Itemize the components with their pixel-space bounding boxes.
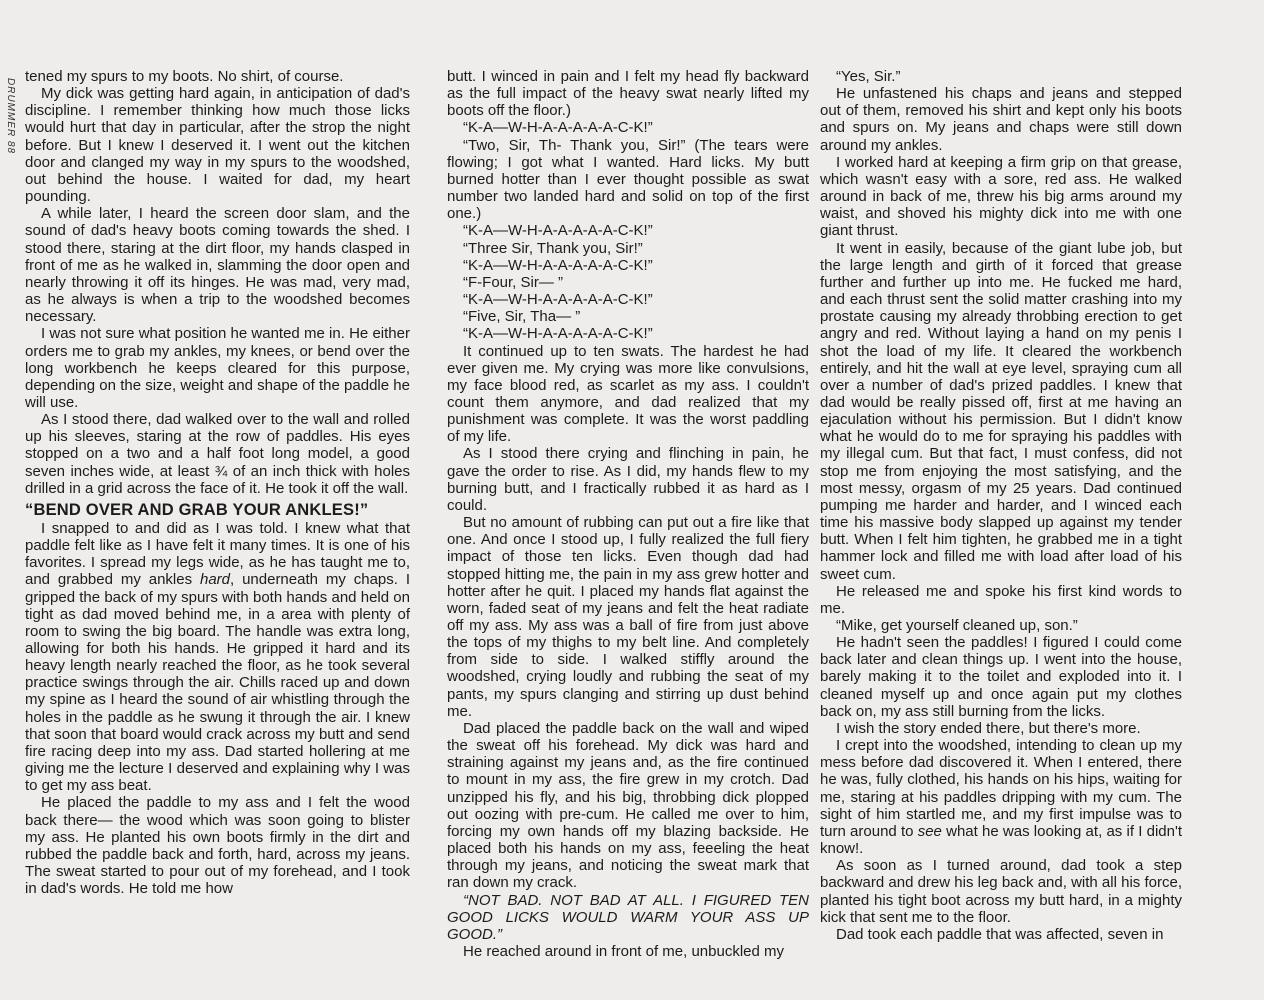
dialogue-line: “Yes, Sir.” xyxy=(836,68,901,85)
paragraph: It continued up to ten swats. The hardest he had ever given me. My crying was more like convulsions, my face blood red, as scarlet as my ass. I couldn't count them anymore, and dad realized that my punishment was complete. It was the worst paddling of my life. xyxy=(447,342,809,446)
dialogue-line: “F-Four, Sir— ” xyxy=(463,273,563,291)
emphasis: hard xyxy=(199,571,231,589)
text: I snapped to and did as I was told. I knew what that paddle felt like as I have felt it many times. It is one of his favorites. I spread my legs wide, as he has taught me to, and grabbed my ankles xyxy=(25,519,410,589)
dialogue-line: “Three Sir, Thank you, Sir!” xyxy=(463,239,643,257)
column-2 xyxy=(447,68,809,960)
page-label: DRUMMER 88 xyxy=(5,78,16,155)
paragraph: I worked hard at keeping a firm grip on that grease, which wasn't easy with a sore, red ass. He walked around in back of me, threw his big arms around my waist, and shoved his mighty dick into me with one giant thrust. xyxy=(820,153,1182,240)
paragraph: tened my spurs to my boots. No shirt, of course. xyxy=(25,68,344,85)
paragraph: “Two, Sir, Th- Thank you, Sir!” (The tears were flowing; I got what I wanted. Hard licks. My butt burned hotter than I ever thought possible as swat number two landed hard and solid on top of the first one.) xyxy=(447,136,809,223)
paragraph: He hadn't seen the paddles! I figured I could come back later and clean things up. I went into the house, barely making it to the toilet and exploded into it. I cleaned myself up and once again put my clothes back on, my ass still burning from the licks. xyxy=(820,634,1182,720)
sound-line: “K-A—W-H-A-A-A-A-A-C-K!” xyxy=(463,291,653,309)
column-3 xyxy=(820,68,1182,943)
text: what he was looking at, as if I didn't know!. xyxy=(820,822,1182,858)
dialogue-line: “Five, Sir, Tha— ” xyxy=(463,308,581,326)
paragraph: Dad took each paddle that was affected, seven in xyxy=(836,925,1164,943)
paragraph xyxy=(820,737,1182,857)
paragraph: I was not sure what position he wanted me in. He either orders me to grab my ankles, my knees, or bend over the long workbench he keeps cleared for this purpose, depending on the size, weight and shape of the paddle he will use. xyxy=(25,325,410,411)
text: I crept into the woodshed, intending to clean up my mess before dad discovered it. When I entered, there he was, fully clothed, his hands on his hips, waiting for me, staring at his paddles dripping with my cum. The sight of him startled me, and my first impulse was to turn around to xyxy=(820,737,1182,840)
paragraph: He unfastened his chaps and jeans and stepped out of them, removed his shirt and kept only his boots and spurs on. My jeans and chaps were still down around my ankles. xyxy=(820,85,1182,154)
paragraph: butt. I winced in pain and I felt my head fly backward as the full impact of the heavy swat nearly lifted my boots off the floor.) xyxy=(447,68,809,120)
paragraph: He reached around in front of me, unbuckled my xyxy=(463,942,785,960)
italic-quote: “NOT BAD. NOT BAD AT ALL. I FIGURED TEN GOOD LICKS WOULD WARM YOUR ASS UP GOOD.” xyxy=(447,891,809,943)
paragraph: I wish the story ended there, but there's more. xyxy=(836,719,1141,737)
paragraph: As soon as I turned around, dad took a step backward and drew his leg back and, with all his force, planted his tight boot across my butt hard, in a mighty kick that sent me to the floor. xyxy=(820,857,1182,926)
paragraph: A while later, I heard the screen door slam, and the sound of dad's heavy boots coming towards the shed. I stood there, staring at the dirt floor, my hands clasped in front of me as he walked in, slamming the door open and nearly throwing it off its hinges. He was mad, very mad, as he always is when a trip to the woodshed becomes necessary. xyxy=(25,205,410,326)
paragraph: As I stood there, dad walked over to the wall and rolled up his sleeves, staring at the row of paddles. His eyes stopped on a two and a half foot long model, a good seven inches wide, at least ¾ of an inch thick with holes drilled in a grid across the face of it. He took it off the wall. xyxy=(25,411,410,497)
sound-line: “K-A—W-H-A-A-A-A-A-C-K!” xyxy=(463,119,653,137)
paragraph: Dad placed the paddle back on the wall and wiped the sweat off his forehead. My dick was hard and straining against my jeans and, as the fire continued to mount in my ass, the fire grew in my crotch. Dad unzipped his fly, and his big, throbbing dick plopped out oozing with pre-cum. He called me over to him, forcing my own hands off my blazing backside. He placed both his hands on my ass, feeeling the heat through my jeans, and noticing the sweat mark that ran down my crack. xyxy=(447,719,809,892)
paragraph: He released me and spoke his first kind words to me. xyxy=(820,582,1182,617)
paragraph: As I stood there crying and flinching in pain, he gave the order to rise. As I did, my hands flew to my burning butt, and I fractically rubbed it as hard as I could. xyxy=(447,445,809,514)
section-heading: “BEND OVER AND GRAB YOUR ANKLES!” xyxy=(25,500,369,519)
paragraph: It went in easily, because of the giant lube job, but the large length and girth of it forced that grease further and further up into me. He fucked me hard, and each thrust sent the solid matter crashing into my prostate causing my already throbbing erection to get angry and red. Without laying a hand on my penis I shot the load of my life. It cleared the workbench entirely, and hit the wall at eye level, spraying cum all over a number of dad's prized paddles. I knew that dad would be really pissed off, first at me having an ejaculation without his permission. But I didn't know what he would do to me for spraying his paddles with my illegal cum. But that fact, I must confess, did not stop me from enjoying the most satisfying, and the most messy, orgasm of my 25 years. Dad continued pumping me harder and harder, and I winced each time his massive body slapped up against my tender butt. When I felt him tighten, he grabbed me in a tight hammer lock and filled me with load after load of his sweet cum. xyxy=(820,239,1182,583)
paragraph: My dick was getting hard again, in anticipation of dad's discipline. I remember thinking how much those licks would hurt that day in particular, after the strop the night before. But I knew I deserved it. I went out the kitchen door and clanged my way in my spurs to the woodshed, out behind the house. I waited for dad, my heart pounding. xyxy=(25,85,410,206)
text: , underneath my chaps. I gripped the back of my spurs with both hands and held on tight as dad moved behind me, in a area with plenty of room to swing the big board. The handle was extra long, allowing for both his hands. He gripped it hard and its heavy length nearly reached the floor, as he took several practice swings through the air. Chills raced up and down my spine as I heard the sound of air whistling through the holes in the paddle as he swung it through the air. I knew that soon that board would crack across my butt and send fire racing deep into my ass. Dad started hollering at me giving me the lecture I deserved and explaining why I was to get my ass beat. xyxy=(25,571,410,795)
paragraph: He placed the paddle to my ass and I felt the wood back there— the wood which was soon going to blister my ass. He planted his own boots firmly in the dirt and rubbed the paddle back and forth, hard, across my jeans. The sweat started to pour out of my forehead, and I took in dad's words. He told me how xyxy=(25,794,410,898)
emphasis: see xyxy=(917,822,942,840)
sound-line: “K-A—W-H-A-A-A-A-A-C-K!” xyxy=(463,222,653,240)
paragraph: But no amount of rubbing can put out a fire like that one. And once I stood up, I fully realized the full fiery impact of those ten licks. Even though dad had stopped hitting me, the pain in my ass grew hotter and hotter after he quit. I placed my hands flat against the worn, faded seat of my jeans and felt the heat radiate off my ass. My ass was a ball of fire from just above the tops of my thighs to my belt line. And completely from side to side. I walked stiffly around the woodshed, crying loudly and rubbing the seat of my pants, my spurs clanging and stirring up dust behind me. xyxy=(447,514,809,720)
sound-line: “K-A—W-H-A-A-A-A-A-C-K!” xyxy=(463,256,653,274)
sound-line: “K-A—W-H-A-A-A-A-A-C-K!” xyxy=(463,325,653,343)
dialogue-line: “Mike, get yourself cleaned up, son.” xyxy=(836,617,1078,634)
paragraph xyxy=(25,520,410,795)
column-1 xyxy=(25,68,410,897)
